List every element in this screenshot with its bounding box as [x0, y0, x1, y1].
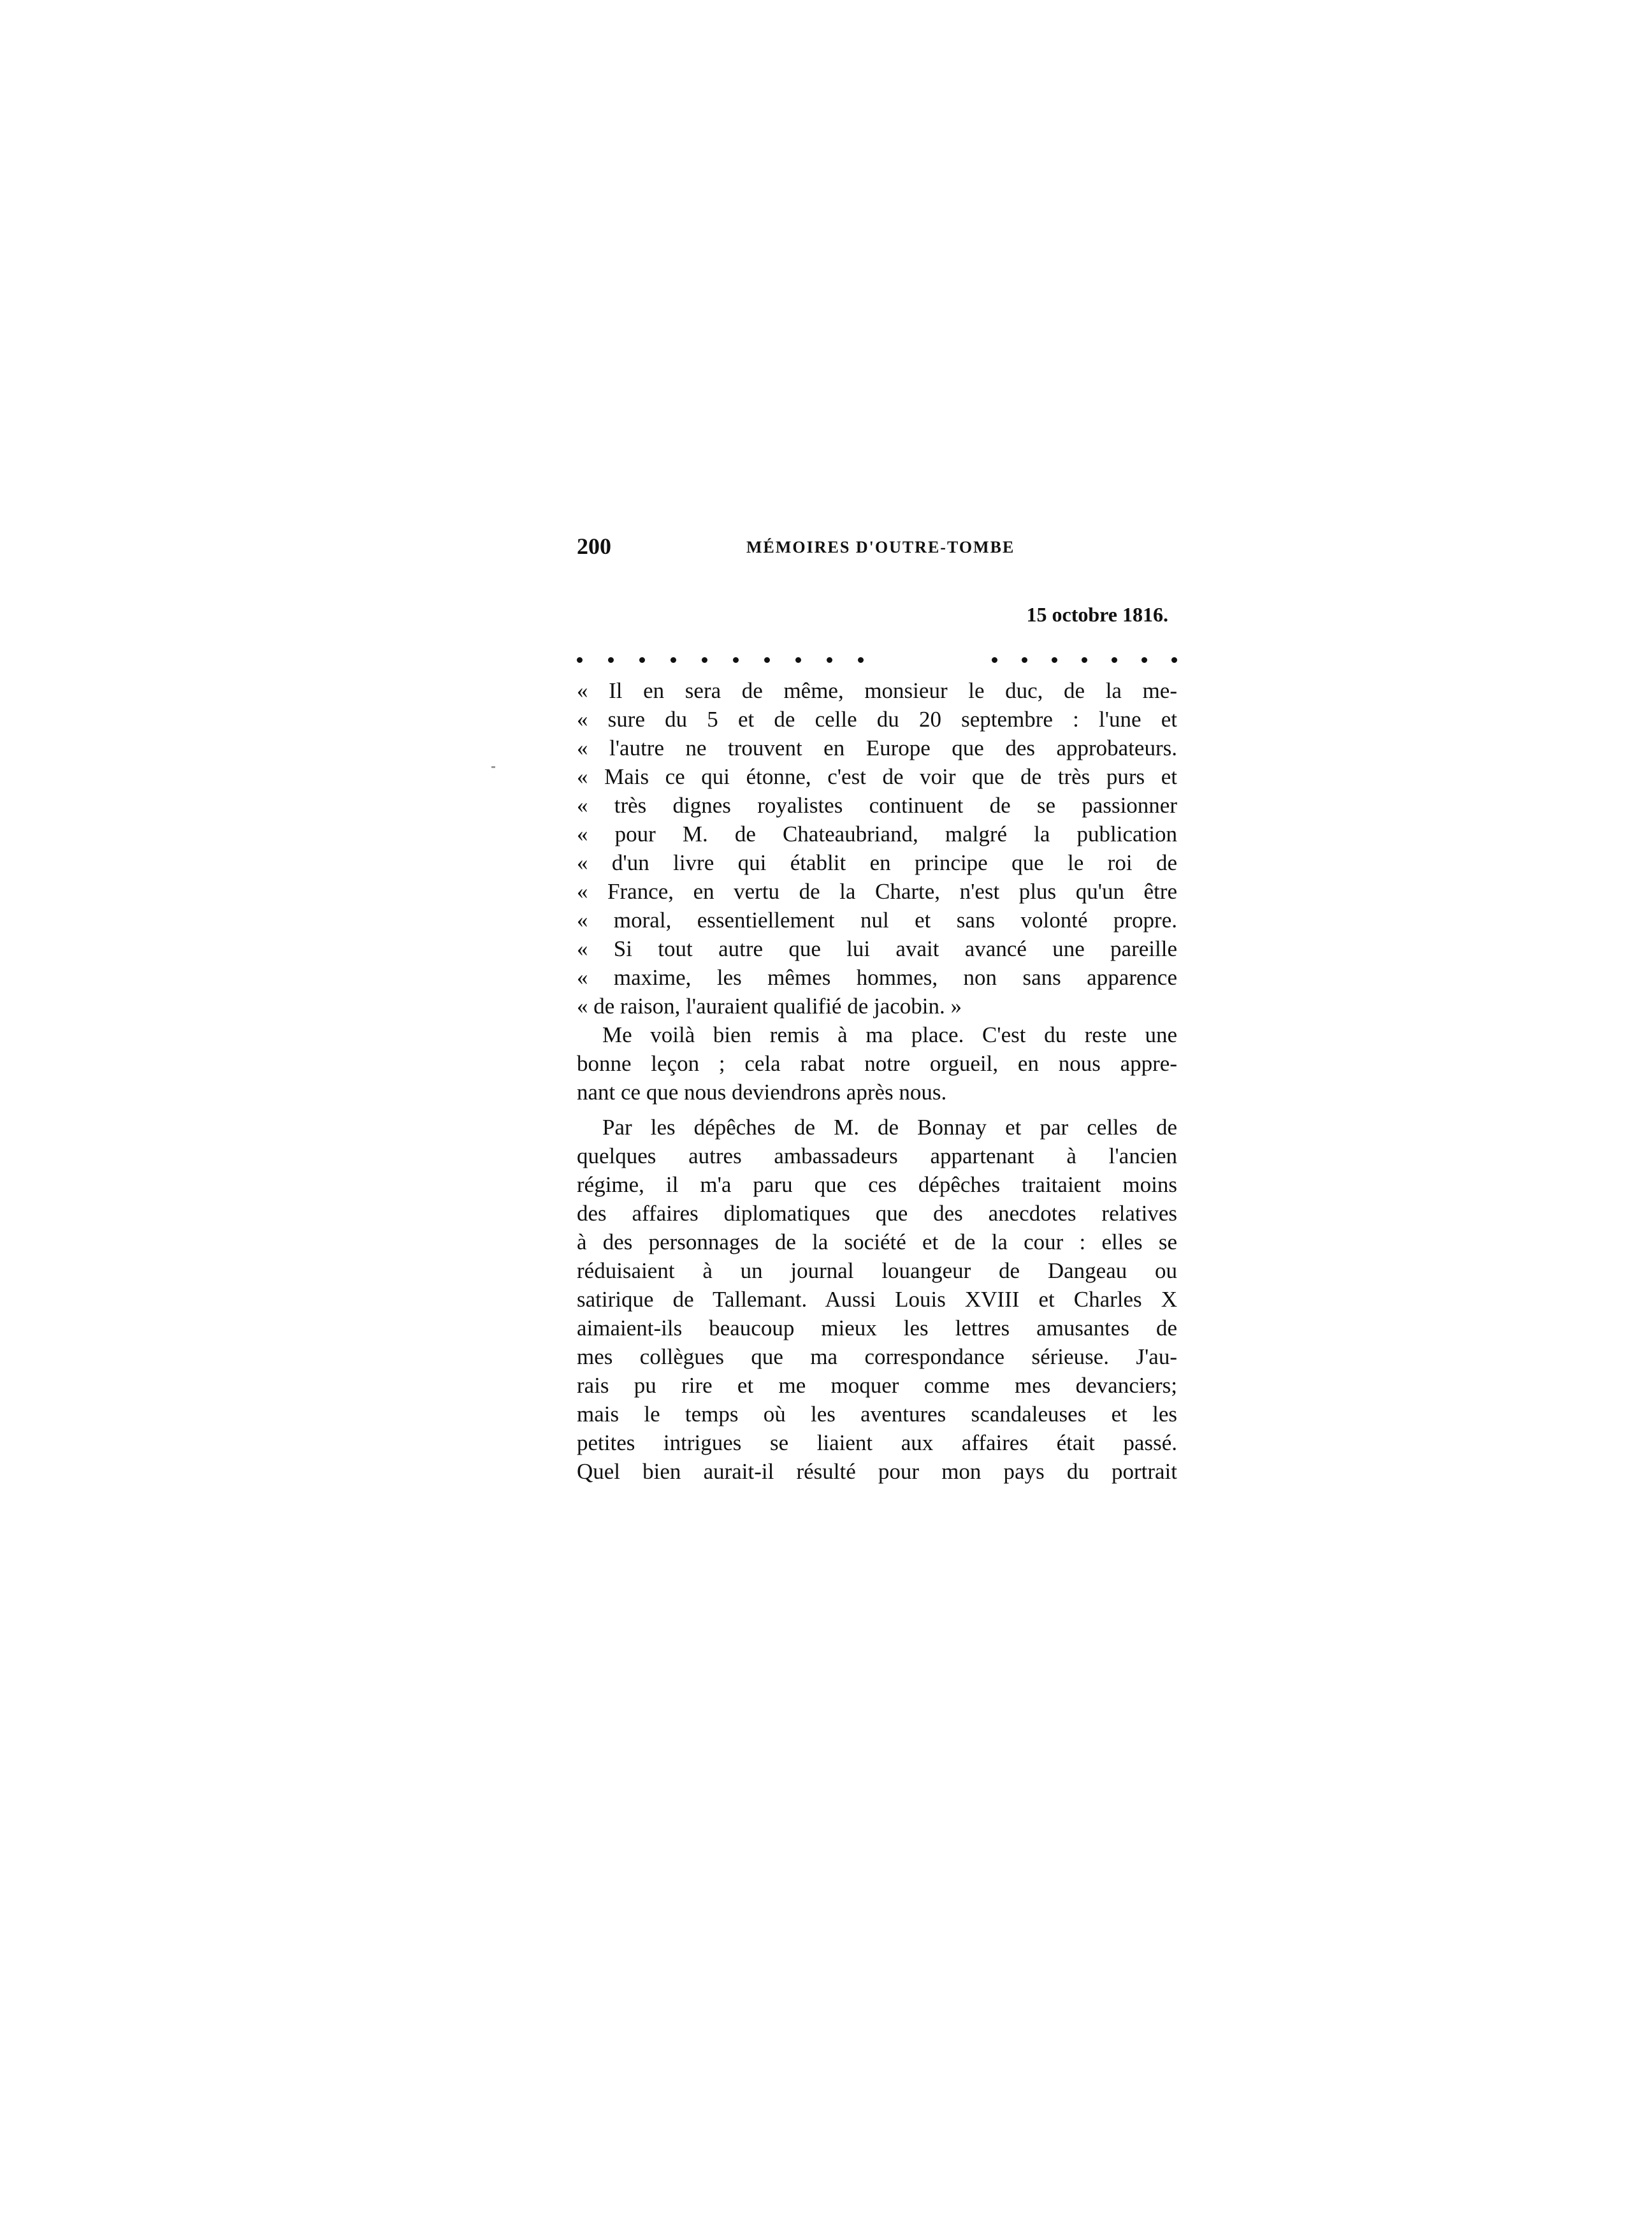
quoted-passage	[577, 676, 1177, 1020]
paragraph-line: petites intrigues se liaient aux affaires était passé.	[577, 1430, 1177, 1455]
quote-line: « l'autre ne trouvent en Europe que des approbateurs.	[577, 736, 1177, 760]
paragraph-line: Quel bien aurait-il résulté pour mon pays du portrait	[577, 1459, 1177, 1484]
quote-line: « très dignes royalistes continuent de se passionner	[577, 793, 1177, 818]
paragraph	[577, 1020, 1177, 1107]
paragraph-line: aimaient-ils beaucoup mieux les lettres amusantes de	[577, 1316, 1177, 1340]
paragraph-line: des affaires diplomatiques que des anecdotes relatives	[577, 1201, 1177, 1226]
dot	[858, 657, 864, 663]
paragraph-line: réduisaient à un journal louangeur de Dangeau ou	[577, 1258, 1177, 1283]
paragraph-line: rais pu rire et me moquer comme mes devanciers;	[577, 1373, 1177, 1398]
paragraph-line: Par les dépêches de M. de Bonnay et par celles de	[602, 1115, 1177, 1140]
paragraph-line: régime, il m'a paru que ces dépêches traitaient moins	[577, 1172, 1177, 1197]
quote-line: « Il en sera de même, monsieur le duc, de la me-	[577, 678, 1177, 703]
quote-line: « d'un livre qui établit en principe que le roi de	[577, 850, 1177, 875]
dot	[764, 657, 770, 663]
stray-ink-mark	[491, 766, 495, 768]
quote-line: « sure du 5 et de celle du 20 septembre : l'une et	[577, 707, 1177, 732]
page-text	[577, 676, 1177, 1486]
quote-line: « Mais ce qui étonne, c'est de voir que de très purs et	[577, 764, 1177, 789]
dot	[1082, 657, 1087, 663]
omission-dots-left	[577, 657, 864, 663]
omission-dots-right	[992, 657, 1177, 663]
paragraph-line: mais le temps où les aventures scandaleuses et les	[577, 1402, 1177, 1427]
paragraph-line: satirique de Tallemant. Aussi Louis XVIII et Charles X	[577, 1287, 1177, 1312]
page-number: 200	[577, 534, 611, 559]
dot	[1171, 657, 1177, 663]
dot	[1052, 657, 1057, 663]
paragraph-line: mes collègues que ma correspondance sérieuse. J'au-	[577, 1344, 1177, 1369]
dot	[608, 657, 614, 663]
running-title: MÉMOIRES D'OUTRE-TOMBE	[746, 538, 1015, 556]
dot	[670, 657, 676, 663]
paragraph-line: bonne leçon ; cela rabat notre orgueil, en nous appre-	[577, 1051, 1177, 1076]
paragraph-line: quelques autres ambassadeurs appartenant à l'ancien	[577, 1143, 1177, 1168]
dot	[1141, 657, 1147, 663]
paragraph-line: Me voilà bien remis à ma place. C'est du reste une	[602, 1022, 1177, 1047]
dot	[795, 657, 801, 663]
dot	[992, 657, 997, 663]
paragraph	[577, 1113, 1177, 1486]
quote-line: « pour M. de Chateaubriand, malgré la publication	[577, 822, 1177, 846]
dot	[827, 657, 832, 663]
letter-dateline: 15 octobre 1816.	[1026, 603, 1168, 626]
omission-dots	[577, 653, 1177, 666]
running-head	[577, 533, 1177, 571]
quote-line: « France, en vertu de la Charte, n'est plus qu'un être	[577, 879, 1177, 904]
quote-line: « Si tout autre que lui avait avancé une pareille	[577, 936, 1177, 961]
paragraph-line: à des personnages de la société et de la cour : elles se	[577, 1230, 1177, 1254]
dot	[639, 657, 645, 663]
paragraph-line: nant ce que nous deviendrons après nous.	[577, 1080, 947, 1105]
dot	[733, 657, 739, 663]
quote-line: « moral, essentiellement nul et sans volonté propre.	[577, 908, 1177, 933]
dot	[577, 657, 583, 663]
book-page	[577, 533, 1177, 1486]
dot	[1022, 657, 1027, 663]
dot	[702, 657, 707, 663]
quote-line: « maxime, les mêmes hommes, non sans apparence	[577, 965, 1177, 990]
paragraph-spacer	[577, 1107, 1177, 1113]
quote-line: « de raison, l'auraient qualifié de jacobin. »	[577, 994, 962, 1019]
dot	[1112, 657, 1117, 663]
